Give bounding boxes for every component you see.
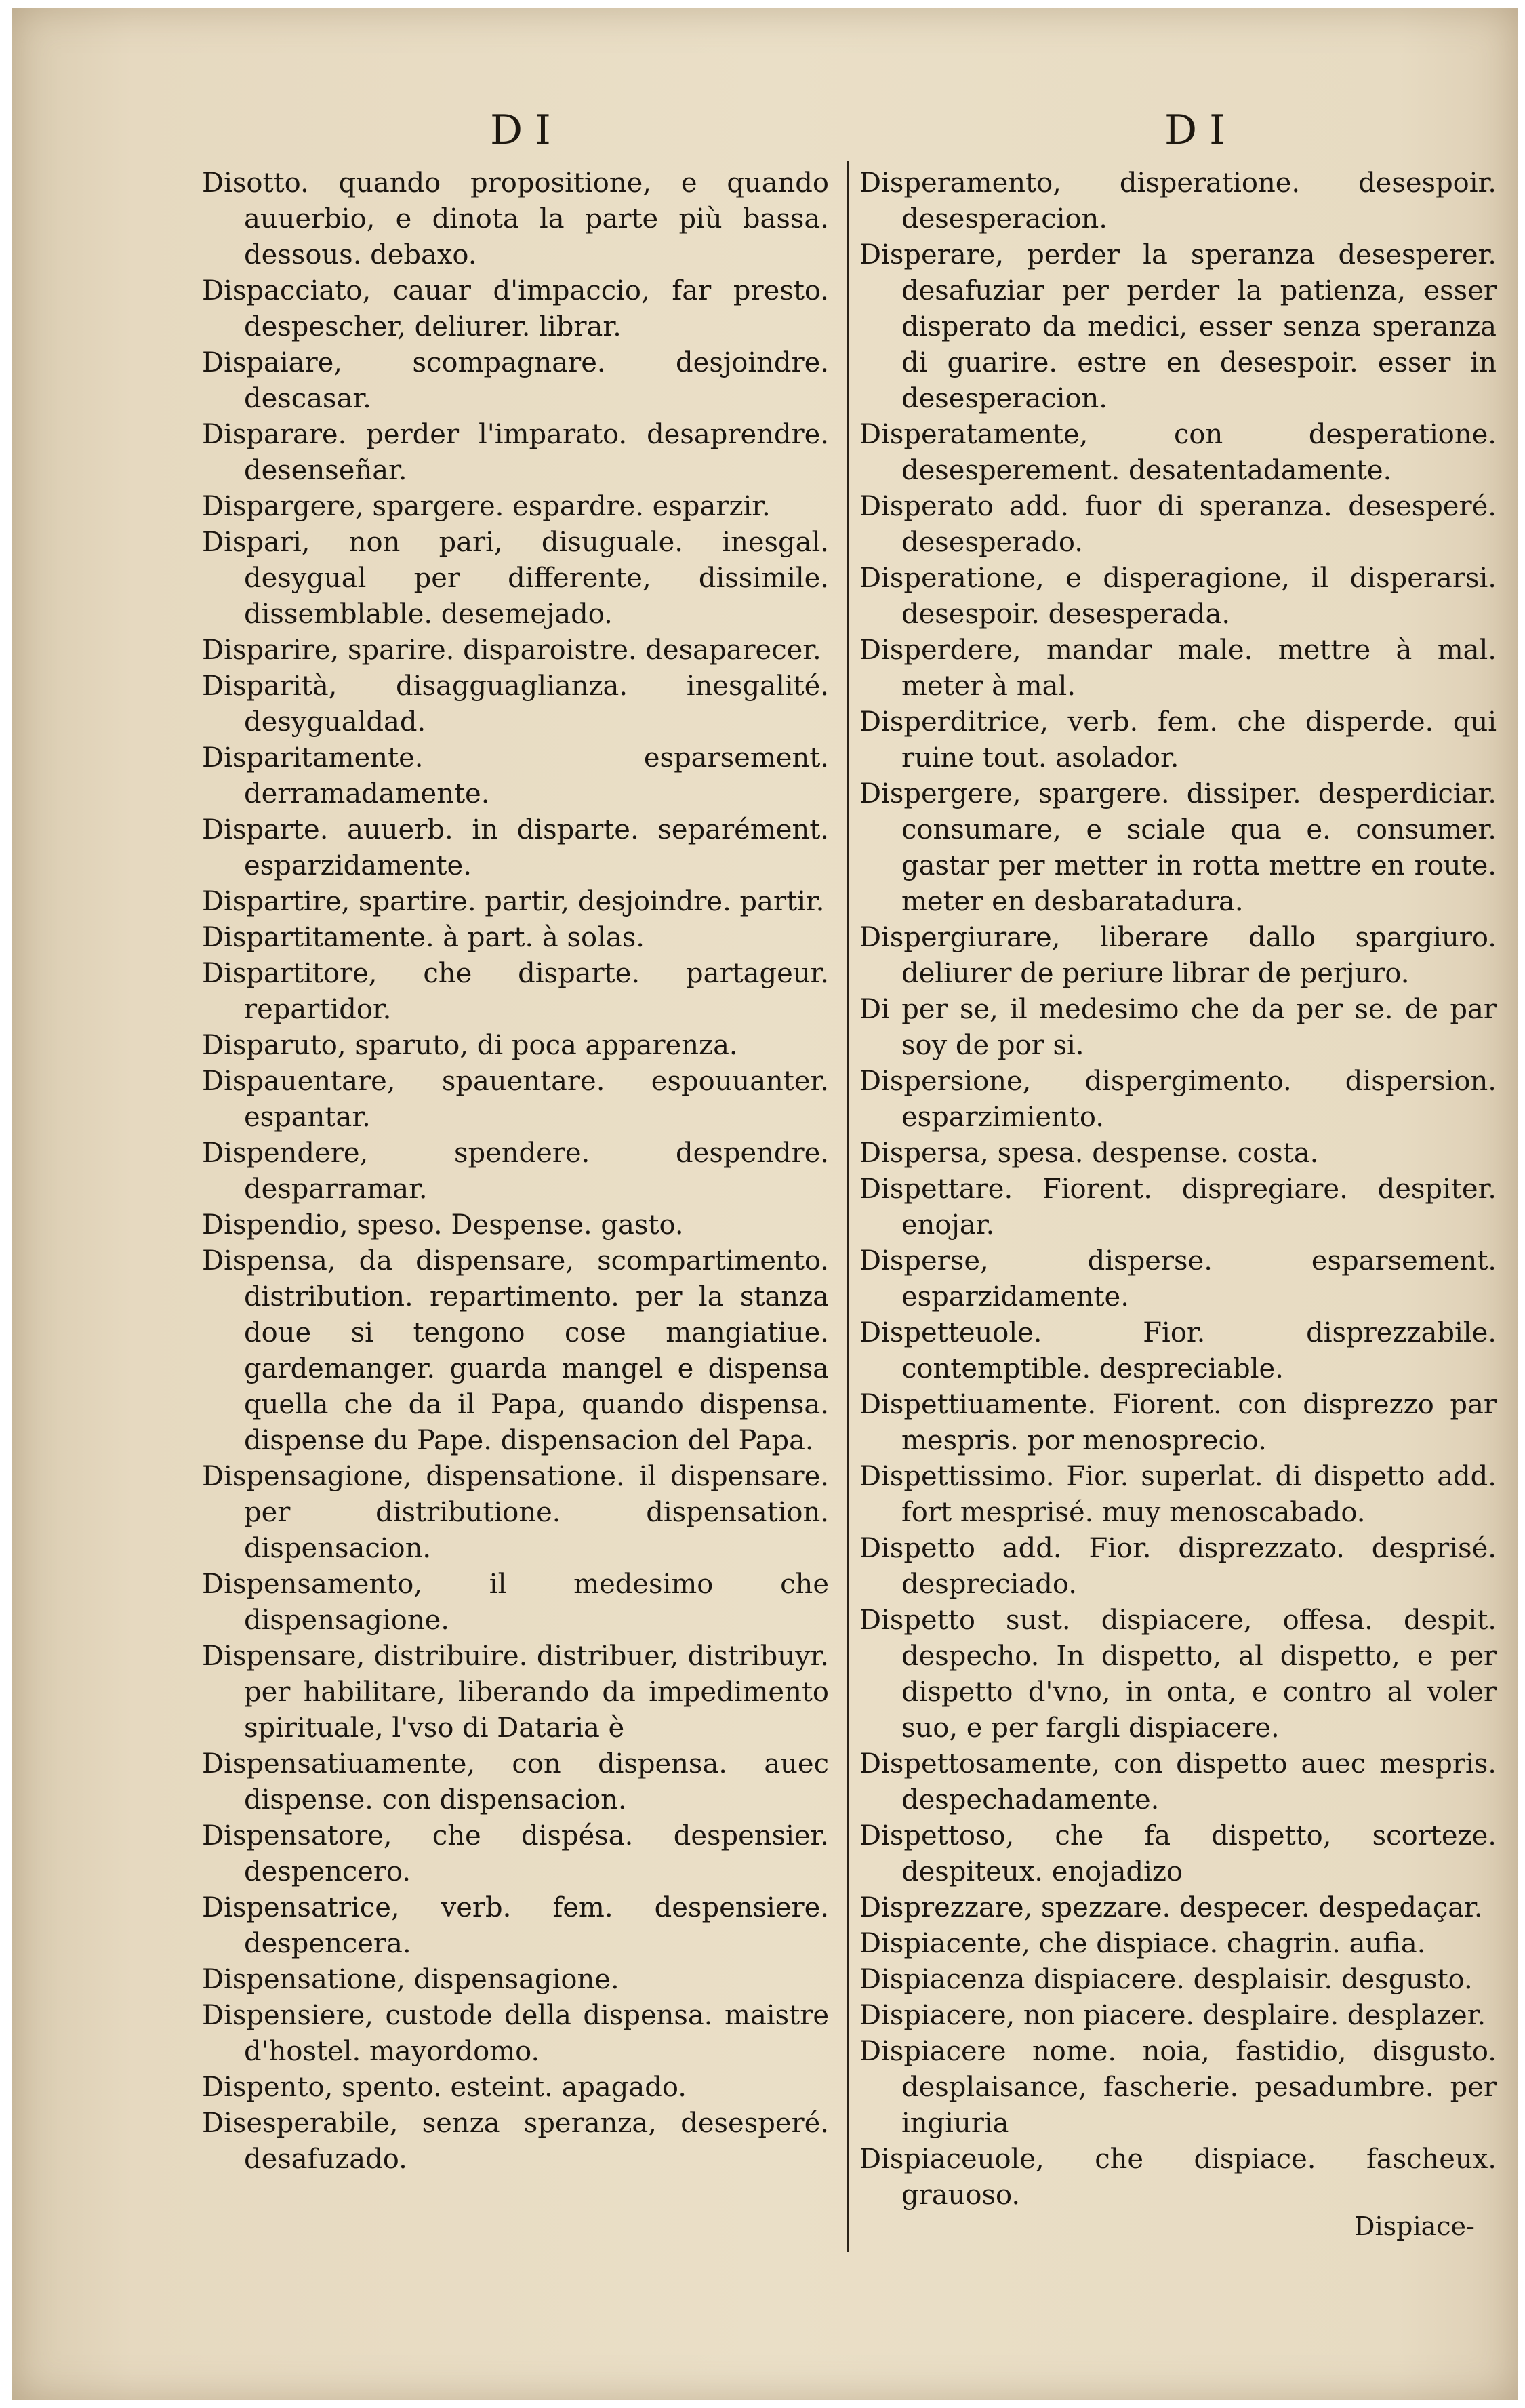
dictionary-entry: Dispensiere, custode della dispensa. maistre d'hostel. mayordomo. — [202, 2000, 829, 2067]
dictionary-entry: Dispendio, speso. Despense. gasto. — [202, 1209, 684, 1241]
dictionary-entry: Disparare. perder l'imparato. desaprendre. desenseñar. — [202, 419, 829, 486]
dictionary-entry: Dispensare, distribuire. distribuer, distribuyr. per habilitare, liberando da impedimento spirituale, l'vso di Dataria è — [202, 1641, 829, 1744]
dictionary-entry: Disotto. quando propositione, e quando auuerbio, e dinota la parte più bassa. dessous. debaxo. — [202, 167, 829, 270]
dictionary-entry: Dispiacere nome. noia, fastidio, disgusto. desplaisance, fascherie. pesadumbre. per ingiuria — [859, 2036, 1497, 2139]
dictionary-entry: Dispiacente, che dispiace. chagrin. aufia. — [859, 1928, 1426, 1959]
dictionary-entry: Disperamento, disperatione. desespoir. desesperacion. — [859, 167, 1497, 235]
column-divider — [847, 161, 849, 2252]
dictionary-entry: Dispiaceuole, che dispiace. fascheux. grauoso. — [859, 2144, 1497, 2211]
dictionary-entry: Dispensatiuamente, con dispensa. auec dispense. con dispensacion. — [202, 1748, 829, 1815]
dictionary-entry: Dispergere, spargere. dissiper. desperdiciar. consumare, e sciale qua e. consumer. gastar per metter in rotta mettre en route. meter en desbaratadura. — [859, 778, 1497, 917]
dictionary-entry: Dispari, non pari, disuguale. inesgal. desygual per differente, dissimile. dissemblable. desemejado. — [202, 527, 829, 630]
dictionary-entry: Disprezzare, spezzare. despecer. despedaçar. — [859, 1892, 1483, 1923]
dictionary-entry: Dispargere, spargere. espardre. esparzir. — [202, 491, 771, 522]
dictionary-entry: Dispento, spento. esteint. apagado. — [202, 2072, 687, 2103]
dictionary-entry: Disperare, perder la speranza desesperer. desafuziar per perder la patienza, esser disperato da medici, esser senza speranza di guarire. estre en desespoir. esser in desesperacion. — [859, 239, 1497, 414]
dictionary-entry: Dispensatrice, verb. fem. despensiere. despencera. — [202, 1892, 829, 1959]
dictionary-entry: Dispettosamente, con dispetto auec mespris. despechadamente. — [859, 1748, 1497, 1815]
dictionary-entry: Dispensagione, dispensatione. il dispensare. per distributione. dispensation. dispensacion. — [202, 1461, 829, 1564]
dictionary-entry: Dispiacere, non piacere. desplaire. desplazer. — [859, 2000, 1486, 2031]
dictionary-entry: Disparte. auuerb. in disparte. separément. esparzidamente. — [202, 814, 829, 881]
dictionary-entry: Dispergiurare, liberare dallo spargiuro. deliurer de periure librar de perjuro. — [859, 922, 1497, 989]
dictionary-entry: Disparuto, sparuto, di poca apparenza. — [202, 1030, 738, 1061]
dictionary-entry: Dispetto add. Fior. disprezzato. desprisé. despreciado. — [859, 1533, 1497, 1600]
dictionary-entry: Disperatamente, con desperatione. desesperement. desatentadamente. — [859, 419, 1497, 486]
dictionary-entry: Dispersa, spesa. despense. costa. — [859, 1138, 1319, 1169]
dictionary-entry: Dispartitamente. à part. à solas. — [202, 922, 645, 953]
dictionary-entry: Dispensamento, il medesimo che dispensagione. — [202, 1569, 829, 1636]
dictionary-entry: Disparire, sparire. disparoistre. desaparecer. — [202, 635, 821, 666]
dictionary-entry: Dispetto sust. dispiacere, offesa. despit. despecho. In dispetto, al dispetto, e per dispetto d'vno, in onta, e contro al voler suo, e per fargli dispiacere. — [859, 1605, 1497, 1744]
dictionary-entry: Disperato add. fuor di speranza. desesperé. desesperado. — [859, 491, 1497, 558]
right-column — [859, 165, 1497, 2213]
dictionary-entry: Dispensa, da dispensare, scompartimento. distribution. repartimento. per la stanza doue si tengono cose mangiatiue. gardemanger. guarda mangel e dispensa quella che da il Papa, quando dispensa. dispense du Pape. dispensacion del Papa. — [202, 1245, 829, 1456]
dictionary-entry: Di per se, il medesimo che da per se. de par soy de por si. — [859, 994, 1497, 1061]
dictionary-entry: Dispettiuamente. Fiorent. con disprezzo par mespris. por menosprecio. — [859, 1389, 1497, 1456]
dictionary-entry: Dispettissimo. Fior. superlat. di dispetto add. fort mesprisé. muy menoscabado. — [859, 1461, 1497, 1528]
dictionary-entry: Dispendere, spendere. despendre. desparramar. — [202, 1138, 829, 1205]
dictionary-entry: Disperse, disperse. esparsement. esparzidamente. — [859, 1245, 1497, 1312]
running-header-left: DI — [490, 106, 563, 154]
dictionary-entry: Dispauentare, spauentare. espouuanter. espantar. — [202, 1066, 829, 1133]
dictionary-entry: Disperdere, mandar male. mettre à mal. meter à mal. — [859, 635, 1497, 702]
dictionary-entry: Disesperabile, senza speranza, desesperé. desafuzado. — [202, 2108, 829, 2175]
dictionary-entry: Disperditrice, verb. fem. che disperde. qui ruine tout. asolador. — [859, 706, 1497, 774]
dictionary-entry: Dispiacenza dispiacere. desplaisir. desgusto. — [859, 1964, 1473, 1995]
dictionary-entry: Dispaiare, scompagnare. desjoindre. descasar. — [202, 347, 829, 414]
dictionary-entry: Dispersione, dispergimento. dispersion. esparzimiento. — [859, 1066, 1497, 1133]
dictionary-entry: Disperatione, e disperagione, il disperarsi. desespoir. desesperada. — [859, 563, 1497, 630]
dictionary-entry: Dispetteuole. Fior. disprezzabile. contemptible. despreciable. — [859, 1317, 1497, 1384]
dictionary-entry: Dispettoso, che fa dispetto, scorteze. despiteux. enojadizo — [859, 1820, 1497, 1887]
dictionary-entry: Disparitamente. esparsement. derramadamente. — [202, 742, 829, 809]
dictionary-entry: Disparità, disagguaglianza. inesgalité. desygualdad. — [202, 670, 829, 738]
dictionary-entry: Dispettare. Fiorent. dispregiare. despiter. enojar. — [859, 1173, 1497, 1241]
book-page — [12, 8, 1518, 2400]
catchword: Dispiace- — [1354, 2211, 1475, 2241]
running-header-right: DI — [1164, 106, 1238, 154]
dictionary-entry: Dispartire, spartire. partir, desjoindre. partir. — [202, 886, 825, 917]
dictionary-entry: Dispensatione, dispensagione. — [202, 1964, 619, 1995]
dictionary-entry: Dispacciato, cauar d'impaccio, far presto. despescher, deliurer. librar. — [202, 275, 829, 342]
dictionary-entry: Dispartitore, che disparte. partageur. repartidor. — [202, 958, 829, 1025]
left-column — [202, 165, 829, 2178]
dictionary-entry: Dispensatore, che dispésa. despensier. despencero. — [202, 1820, 829, 1887]
